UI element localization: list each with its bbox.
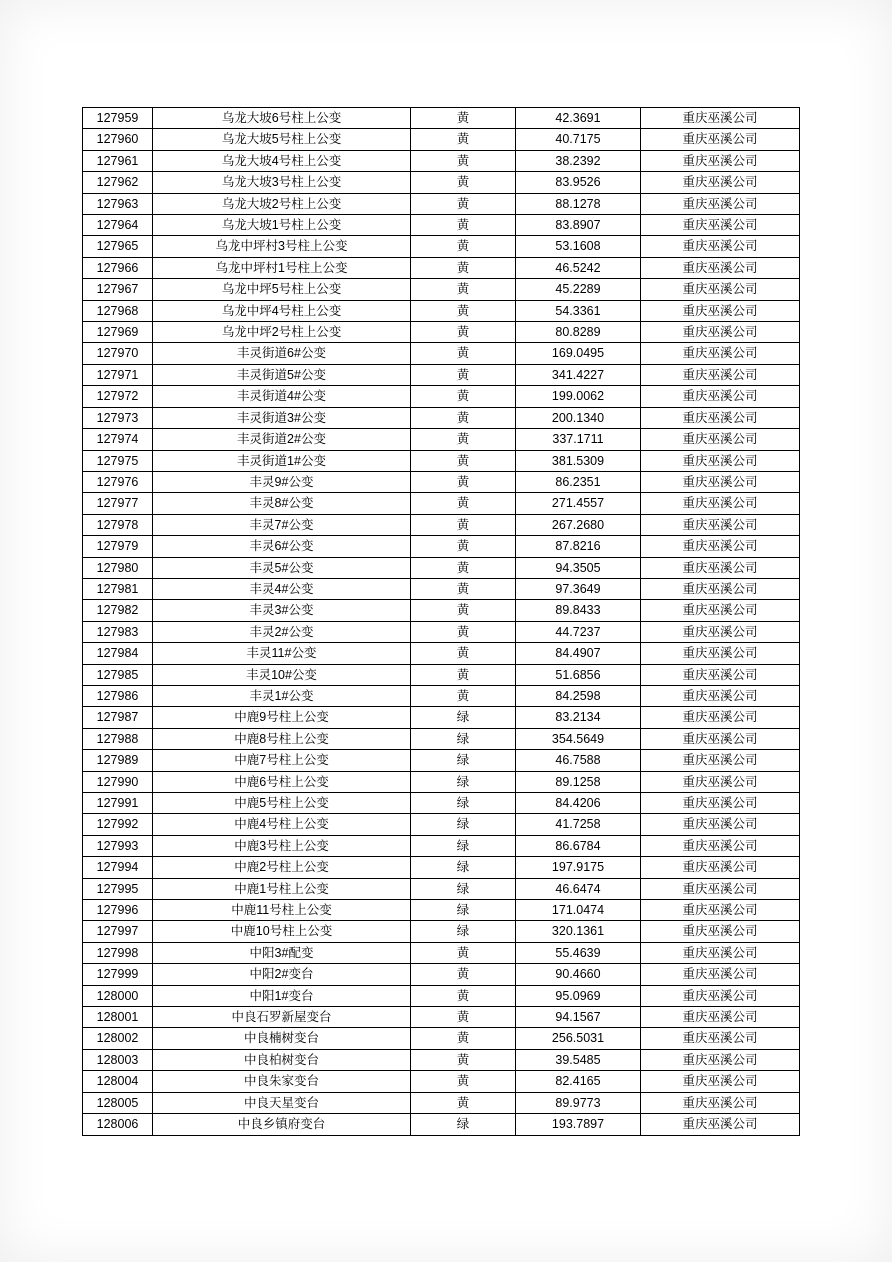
cell-company: 重庆巫溪公司 bbox=[641, 514, 800, 535]
cell-name: 乌龙大坡6号柱上公变 bbox=[153, 108, 411, 129]
cell-record-id: 127973 bbox=[83, 407, 153, 428]
table-row bbox=[83, 1028, 800, 1049]
cell-name: 中鹿7号柱上公变 bbox=[153, 750, 411, 771]
cell-color-flag: 绿 bbox=[411, 728, 516, 749]
cell-color-flag: 黄 bbox=[411, 578, 516, 599]
cell-record-id: 127960 bbox=[83, 129, 153, 150]
cell-company: 重庆巫溪公司 bbox=[641, 621, 800, 642]
cell-company: 重庆巫溪公司 bbox=[641, 1007, 800, 1028]
cell-value: 337.1711 bbox=[516, 429, 641, 450]
cell-company: 重庆巫溪公司 bbox=[641, 493, 800, 514]
cell-value: 256.5031 bbox=[516, 1028, 641, 1049]
table-row bbox=[83, 793, 800, 814]
cell-value: 341.4227 bbox=[516, 364, 641, 385]
cell-value: 90.4660 bbox=[516, 964, 641, 985]
cell-value: 46.6474 bbox=[516, 878, 641, 899]
cell-value: 271.4557 bbox=[516, 493, 641, 514]
cell-value: 267.2680 bbox=[516, 514, 641, 535]
cell-record-id: 127997 bbox=[83, 921, 153, 942]
cell-record-id: 127988 bbox=[83, 728, 153, 749]
cell-name: 丰灵街道2#公变 bbox=[153, 429, 411, 450]
table-body bbox=[83, 108, 800, 1136]
cell-value: 169.0495 bbox=[516, 343, 641, 364]
cell-name: 中鹿9号柱上公变 bbox=[153, 707, 411, 728]
cell-record-id: 127969 bbox=[83, 322, 153, 343]
cell-value: 80.8289 bbox=[516, 322, 641, 343]
cell-color-flag: 黄 bbox=[411, 621, 516, 642]
cell-value: 83.2134 bbox=[516, 707, 641, 728]
cell-color-flag: 绿 bbox=[411, 771, 516, 792]
cell-name: 乌龙大坡5号柱上公变 bbox=[153, 129, 411, 150]
cell-name: 丰灵街道1#公变 bbox=[153, 450, 411, 471]
cell-value: 354.5649 bbox=[516, 728, 641, 749]
cell-color-flag: 黄 bbox=[411, 300, 516, 321]
cell-company: 重庆巫溪公司 bbox=[641, 814, 800, 835]
cell-company: 重庆巫溪公司 bbox=[641, 707, 800, 728]
cell-color-flag: 绿 bbox=[411, 878, 516, 899]
cell-company: 重庆巫溪公司 bbox=[641, 536, 800, 557]
cell-company: 重庆巫溪公司 bbox=[641, 942, 800, 963]
cell-company: 重庆巫溪公司 bbox=[641, 322, 800, 343]
cell-name: 中良石罗新屋变台 bbox=[153, 1007, 411, 1028]
cell-name: 中鹿1号柱上公变 bbox=[153, 878, 411, 899]
cell-value: 171.0474 bbox=[516, 900, 641, 921]
cell-company: 重庆巫溪公司 bbox=[641, 857, 800, 878]
cell-record-id: 127980 bbox=[83, 557, 153, 578]
cell-value: 197.9175 bbox=[516, 857, 641, 878]
cell-record-id: 127996 bbox=[83, 900, 153, 921]
cell-color-flag: 黄 bbox=[411, 643, 516, 664]
cell-record-id: 127977 bbox=[83, 493, 153, 514]
cell-record-id: 127966 bbox=[83, 257, 153, 278]
cell-name: 乌龙中坪村3号柱上公变 bbox=[153, 236, 411, 257]
table-row bbox=[83, 942, 800, 963]
cell-name: 中鹿5号柱上公变 bbox=[153, 793, 411, 814]
table-row bbox=[83, 129, 800, 150]
cell-value: 199.0062 bbox=[516, 386, 641, 407]
cell-name: 丰灵11#公变 bbox=[153, 643, 411, 664]
cell-color-flag: 黄 bbox=[411, 429, 516, 450]
cell-name: 丰灵10#公变 bbox=[153, 664, 411, 685]
cell-company: 重庆巫溪公司 bbox=[641, 471, 800, 492]
cell-company: 重庆巫溪公司 bbox=[641, 108, 800, 129]
cell-color-flag: 绿 bbox=[411, 1114, 516, 1135]
cell-name: 乌龙中坪4号柱上公变 bbox=[153, 300, 411, 321]
table-row bbox=[83, 771, 800, 792]
cell-color-flag: 绿 bbox=[411, 857, 516, 878]
cell-company: 重庆巫溪公司 bbox=[641, 215, 800, 236]
cell-name: 中阳1#变台 bbox=[153, 985, 411, 1006]
table-row bbox=[83, 536, 800, 557]
cell-record-id: 127987 bbox=[83, 707, 153, 728]
cell-value: 95.0969 bbox=[516, 985, 641, 1006]
cell-name: 丰灵街道6#公变 bbox=[153, 343, 411, 364]
cell-record-id: 127989 bbox=[83, 750, 153, 771]
cell-value: 89.8433 bbox=[516, 600, 641, 621]
cell-name: 中鹿4号柱上公变 bbox=[153, 814, 411, 835]
table-row bbox=[83, 664, 800, 685]
cell-name: 丰灵9#公变 bbox=[153, 471, 411, 492]
cell-value: 83.8907 bbox=[516, 215, 641, 236]
cell-name: 丰灵3#公变 bbox=[153, 600, 411, 621]
cell-name: 丰灵7#公变 bbox=[153, 514, 411, 535]
cell-name: 中良柏树变台 bbox=[153, 1049, 411, 1070]
cell-record-id: 127976 bbox=[83, 471, 153, 492]
cell-company: 重庆巫溪公司 bbox=[641, 150, 800, 171]
cell-name: 中鹿8号柱上公变 bbox=[153, 728, 411, 749]
cell-color-flag: 黄 bbox=[411, 150, 516, 171]
cell-color-flag: 黄 bbox=[411, 236, 516, 257]
cell-color-flag: 绿 bbox=[411, 750, 516, 771]
cell-name: 中阳2#变台 bbox=[153, 964, 411, 985]
cell-record-id: 127961 bbox=[83, 150, 153, 171]
cell-name: 乌龙大坡3号柱上公变 bbox=[153, 172, 411, 193]
cell-value: 41.7258 bbox=[516, 814, 641, 835]
table-row bbox=[83, 900, 800, 921]
cell-color-flag: 黄 bbox=[411, 215, 516, 236]
table-row bbox=[83, 578, 800, 599]
cell-record-id: 127967 bbox=[83, 279, 153, 300]
cell-record-id: 127985 bbox=[83, 664, 153, 685]
cell-color-flag: 黄 bbox=[411, 193, 516, 214]
cell-value: 89.9773 bbox=[516, 1092, 641, 1113]
table-row bbox=[83, 685, 800, 706]
cell-record-id: 127986 bbox=[83, 685, 153, 706]
cell-value: 42.3691 bbox=[516, 108, 641, 129]
cell-record-id: 127995 bbox=[83, 878, 153, 899]
cell-color-flag: 黄 bbox=[411, 685, 516, 706]
cell-company: 重庆巫溪公司 bbox=[641, 407, 800, 428]
cell-color-flag: 黄 bbox=[411, 386, 516, 407]
table-row bbox=[83, 1049, 800, 1070]
cell-name: 中鹿10号柱上公变 bbox=[153, 921, 411, 942]
cell-company: 重庆巫溪公司 bbox=[641, 1092, 800, 1113]
cell-name: 丰灵1#公变 bbox=[153, 685, 411, 706]
cell-record-id: 127984 bbox=[83, 643, 153, 664]
cell-company: 重庆巫溪公司 bbox=[641, 236, 800, 257]
cell-company: 重庆巫溪公司 bbox=[641, 964, 800, 985]
cell-company: 重庆巫溪公司 bbox=[641, 685, 800, 706]
cell-color-flag: 黄 bbox=[411, 557, 516, 578]
table-row bbox=[83, 514, 800, 535]
cell-record-id: 127982 bbox=[83, 600, 153, 621]
cell-company: 重庆巫溪公司 bbox=[641, 557, 800, 578]
transformer-table bbox=[82, 107, 800, 1136]
cell-name: 乌龙中坪5号柱上公变 bbox=[153, 279, 411, 300]
cell-color-flag: 绿 bbox=[411, 814, 516, 835]
cell-company: 重庆巫溪公司 bbox=[641, 279, 800, 300]
cell-record-id: 128005 bbox=[83, 1092, 153, 1113]
cell-value: 51.6856 bbox=[516, 664, 641, 685]
cell-company: 重庆巫溪公司 bbox=[641, 129, 800, 150]
cell-color-flag: 黄 bbox=[411, 1028, 516, 1049]
cell-record-id: 127999 bbox=[83, 964, 153, 985]
cell-name: 丰灵街道3#公变 bbox=[153, 407, 411, 428]
table-row bbox=[83, 557, 800, 578]
cell-value: 86.2351 bbox=[516, 471, 641, 492]
cell-record-id: 127974 bbox=[83, 429, 153, 450]
cell-company: 重庆巫溪公司 bbox=[641, 771, 800, 792]
cell-company: 重庆巫溪公司 bbox=[641, 600, 800, 621]
cell-company: 重庆巫溪公司 bbox=[641, 664, 800, 685]
cell-value: 82.4165 bbox=[516, 1071, 641, 1092]
cell-color-flag: 黄 bbox=[411, 1007, 516, 1028]
cell-company: 重庆巫溪公司 bbox=[641, 835, 800, 856]
cell-color-flag: 黄 bbox=[411, 1071, 516, 1092]
table-row bbox=[83, 878, 800, 899]
table-row bbox=[83, 493, 800, 514]
cell-record-id: 127978 bbox=[83, 514, 153, 535]
cell-record-id: 127962 bbox=[83, 172, 153, 193]
cell-color-flag: 绿 bbox=[411, 793, 516, 814]
cell-value: 84.2598 bbox=[516, 685, 641, 706]
table-row bbox=[83, 857, 800, 878]
table-row bbox=[83, 728, 800, 749]
cell-record-id: 127979 bbox=[83, 536, 153, 557]
table-row bbox=[83, 150, 800, 171]
cell-color-flag: 黄 bbox=[411, 1049, 516, 1070]
cell-record-id: 127992 bbox=[83, 814, 153, 835]
cell-value: 45.2289 bbox=[516, 279, 641, 300]
cell-name: 丰灵4#公变 bbox=[153, 578, 411, 599]
cell-name: 中良楠树变台 bbox=[153, 1028, 411, 1049]
cell-value: 38.2392 bbox=[516, 150, 641, 171]
cell-record-id: 127975 bbox=[83, 450, 153, 471]
cell-record-id: 128004 bbox=[83, 1071, 153, 1092]
cell-value: 46.7588 bbox=[516, 750, 641, 771]
cell-name: 丰灵5#公变 bbox=[153, 557, 411, 578]
cell-company: 重庆巫溪公司 bbox=[641, 1049, 800, 1070]
cell-value: 54.3361 bbox=[516, 300, 641, 321]
table-row bbox=[83, 108, 800, 129]
cell-record-id: 127971 bbox=[83, 364, 153, 385]
cell-color-flag: 绿 bbox=[411, 835, 516, 856]
cell-value: 53.1608 bbox=[516, 236, 641, 257]
cell-record-id: 128003 bbox=[83, 1049, 153, 1070]
cell-record-id: 128002 bbox=[83, 1028, 153, 1049]
cell-company: 重庆巫溪公司 bbox=[641, 1071, 800, 1092]
cell-record-id: 127993 bbox=[83, 835, 153, 856]
cell-value: 94.1567 bbox=[516, 1007, 641, 1028]
cell-company: 重庆巫溪公司 bbox=[641, 386, 800, 407]
table-row bbox=[83, 1071, 800, 1092]
cell-value: 87.8216 bbox=[516, 536, 641, 557]
cell-name: 中良朱家变台 bbox=[153, 1071, 411, 1092]
cell-company: 重庆巫溪公司 bbox=[641, 257, 800, 278]
table-row bbox=[83, 471, 800, 492]
cell-color-flag: 黄 bbox=[411, 1092, 516, 1113]
table-row bbox=[83, 172, 800, 193]
cell-color-flag: 黄 bbox=[411, 942, 516, 963]
cell-value: 55.4639 bbox=[516, 942, 641, 963]
table-row bbox=[83, 236, 800, 257]
cell-color-flag: 黄 bbox=[411, 985, 516, 1006]
table-row bbox=[83, 643, 800, 664]
table-row bbox=[83, 429, 800, 450]
table-row bbox=[83, 621, 800, 642]
cell-company: 重庆巫溪公司 bbox=[641, 193, 800, 214]
table-row bbox=[83, 279, 800, 300]
cell-company: 重庆巫溪公司 bbox=[641, 921, 800, 942]
cell-color-flag: 黄 bbox=[411, 279, 516, 300]
cell-company: 重庆巫溪公司 bbox=[641, 878, 800, 899]
cell-company: 重庆巫溪公司 bbox=[641, 1114, 800, 1135]
table-row bbox=[83, 322, 800, 343]
cell-name: 中鹿2号柱上公变 bbox=[153, 857, 411, 878]
cell-color-flag: 黄 bbox=[411, 129, 516, 150]
cell-record-id: 127959 bbox=[83, 108, 153, 129]
cell-name: 乌龙中坪2号柱上公变 bbox=[153, 322, 411, 343]
cell-name: 丰灵2#公变 bbox=[153, 621, 411, 642]
cell-company: 重庆巫溪公司 bbox=[641, 985, 800, 1006]
cell-color-flag: 黄 bbox=[411, 364, 516, 385]
cell-record-id: 127994 bbox=[83, 857, 153, 878]
cell-color-flag: 黄 bbox=[411, 172, 516, 193]
cell-company: 重庆巫溪公司 bbox=[641, 793, 800, 814]
table-row bbox=[83, 386, 800, 407]
cell-record-id: 127970 bbox=[83, 343, 153, 364]
cell-value: 88.1278 bbox=[516, 193, 641, 214]
cell-name: 中良乡镇府变台 bbox=[153, 1114, 411, 1135]
table-row bbox=[83, 364, 800, 385]
table-row bbox=[83, 257, 800, 278]
cell-record-id: 127990 bbox=[83, 771, 153, 792]
table-row bbox=[83, 835, 800, 856]
cell-company: 重庆巫溪公司 bbox=[641, 1028, 800, 1049]
table-row bbox=[83, 1092, 800, 1113]
table-row bbox=[83, 1114, 800, 1135]
cell-value: 320.1361 bbox=[516, 921, 641, 942]
cell-name: 乌龙中坪村1号柱上公变 bbox=[153, 257, 411, 278]
cell-record-id: 127991 bbox=[83, 793, 153, 814]
cell-color-flag: 黄 bbox=[411, 514, 516, 535]
cell-color-flag: 黄 bbox=[411, 600, 516, 621]
table-row bbox=[83, 814, 800, 835]
cell-company: 重庆巫溪公司 bbox=[641, 728, 800, 749]
cell-color-flag: 黄 bbox=[411, 471, 516, 492]
cell-name: 中鹿3号柱上公变 bbox=[153, 835, 411, 856]
table-row bbox=[83, 193, 800, 214]
table-row bbox=[83, 407, 800, 428]
cell-company: 重庆巫溪公司 bbox=[641, 343, 800, 364]
cell-record-id: 127968 bbox=[83, 300, 153, 321]
cell-record-id: 127965 bbox=[83, 236, 153, 257]
cell-value: 97.3649 bbox=[516, 578, 641, 599]
cell-name: 丰灵6#公变 bbox=[153, 536, 411, 557]
cell-value: 46.5242 bbox=[516, 257, 641, 278]
table-row bbox=[83, 1007, 800, 1028]
cell-value: 94.3505 bbox=[516, 557, 641, 578]
table-row bbox=[83, 707, 800, 728]
table-row bbox=[83, 600, 800, 621]
cell-name: 乌龙大坡1号柱上公变 bbox=[153, 215, 411, 236]
cell-name: 丰灵8#公变 bbox=[153, 493, 411, 514]
cell-name: 中良天星变台 bbox=[153, 1092, 411, 1113]
cell-color-flag: 黄 bbox=[411, 108, 516, 129]
cell-record-id: 127972 bbox=[83, 386, 153, 407]
table-row bbox=[83, 450, 800, 471]
cell-company: 重庆巫溪公司 bbox=[641, 578, 800, 599]
cell-name: 中鹿6号柱上公变 bbox=[153, 771, 411, 792]
cell-color-flag: 黄 bbox=[411, 343, 516, 364]
cell-record-id: 128006 bbox=[83, 1114, 153, 1135]
cell-color-flag: 黄 bbox=[411, 322, 516, 343]
table-row bbox=[83, 964, 800, 985]
cell-value: 40.7175 bbox=[516, 129, 641, 150]
cell-company: 重庆巫溪公司 bbox=[641, 300, 800, 321]
cell-value: 84.4206 bbox=[516, 793, 641, 814]
cell-company: 重庆巫溪公司 bbox=[641, 643, 800, 664]
cell-company: 重庆巫溪公司 bbox=[641, 172, 800, 193]
cell-company: 重庆巫溪公司 bbox=[641, 750, 800, 771]
cell-record-id: 128000 bbox=[83, 985, 153, 1006]
cell-company: 重庆巫溪公司 bbox=[641, 900, 800, 921]
cell-color-flag: 黄 bbox=[411, 493, 516, 514]
table-row bbox=[83, 750, 800, 771]
cell-color-flag: 绿 bbox=[411, 921, 516, 942]
table-row bbox=[83, 921, 800, 942]
cell-color-flag: 绿 bbox=[411, 900, 516, 921]
cell-color-flag: 黄 bbox=[411, 664, 516, 685]
cell-record-id: 127983 bbox=[83, 621, 153, 642]
cell-name: 丰灵街道4#公变 bbox=[153, 386, 411, 407]
cell-value: 44.7237 bbox=[516, 621, 641, 642]
table-row bbox=[83, 343, 800, 364]
cell-record-id: 127963 bbox=[83, 193, 153, 214]
cell-color-flag: 黄 bbox=[411, 257, 516, 278]
table-row bbox=[83, 215, 800, 236]
cell-value: 89.1258 bbox=[516, 771, 641, 792]
cell-value: 193.7897 bbox=[516, 1114, 641, 1135]
cell-name: 乌龙大坡2号柱上公变 bbox=[153, 193, 411, 214]
cell-color-flag: 黄 bbox=[411, 536, 516, 557]
cell-name: 丰灵街道5#公变 bbox=[153, 364, 411, 385]
cell-value: 39.5485 bbox=[516, 1049, 641, 1070]
cell-value: 200.1340 bbox=[516, 407, 641, 428]
cell-color-flag: 黄 bbox=[411, 407, 516, 428]
cell-name: 中阳3#配变 bbox=[153, 942, 411, 963]
cell-company: 重庆巫溪公司 bbox=[641, 429, 800, 450]
cell-value: 83.9526 bbox=[516, 172, 641, 193]
cell-color-flag: 绿 bbox=[411, 707, 516, 728]
cell-record-id: 127964 bbox=[83, 215, 153, 236]
cell-name: 乌龙大坡4号柱上公变 bbox=[153, 150, 411, 171]
cell-name: 中鹿11号柱上公变 bbox=[153, 900, 411, 921]
cell-record-id: 127981 bbox=[83, 578, 153, 599]
cell-color-flag: 黄 bbox=[411, 964, 516, 985]
cell-record-id: 128001 bbox=[83, 1007, 153, 1028]
cell-company: 重庆巫溪公司 bbox=[641, 450, 800, 471]
table-row bbox=[83, 300, 800, 321]
cell-value: 86.6784 bbox=[516, 835, 641, 856]
cell-color-flag: 黄 bbox=[411, 450, 516, 471]
cell-value: 381.5309 bbox=[516, 450, 641, 471]
cell-company: 重庆巫溪公司 bbox=[641, 364, 800, 385]
cell-record-id: 127998 bbox=[83, 942, 153, 963]
table-row bbox=[83, 985, 800, 1006]
cell-value: 84.4907 bbox=[516, 643, 641, 664]
